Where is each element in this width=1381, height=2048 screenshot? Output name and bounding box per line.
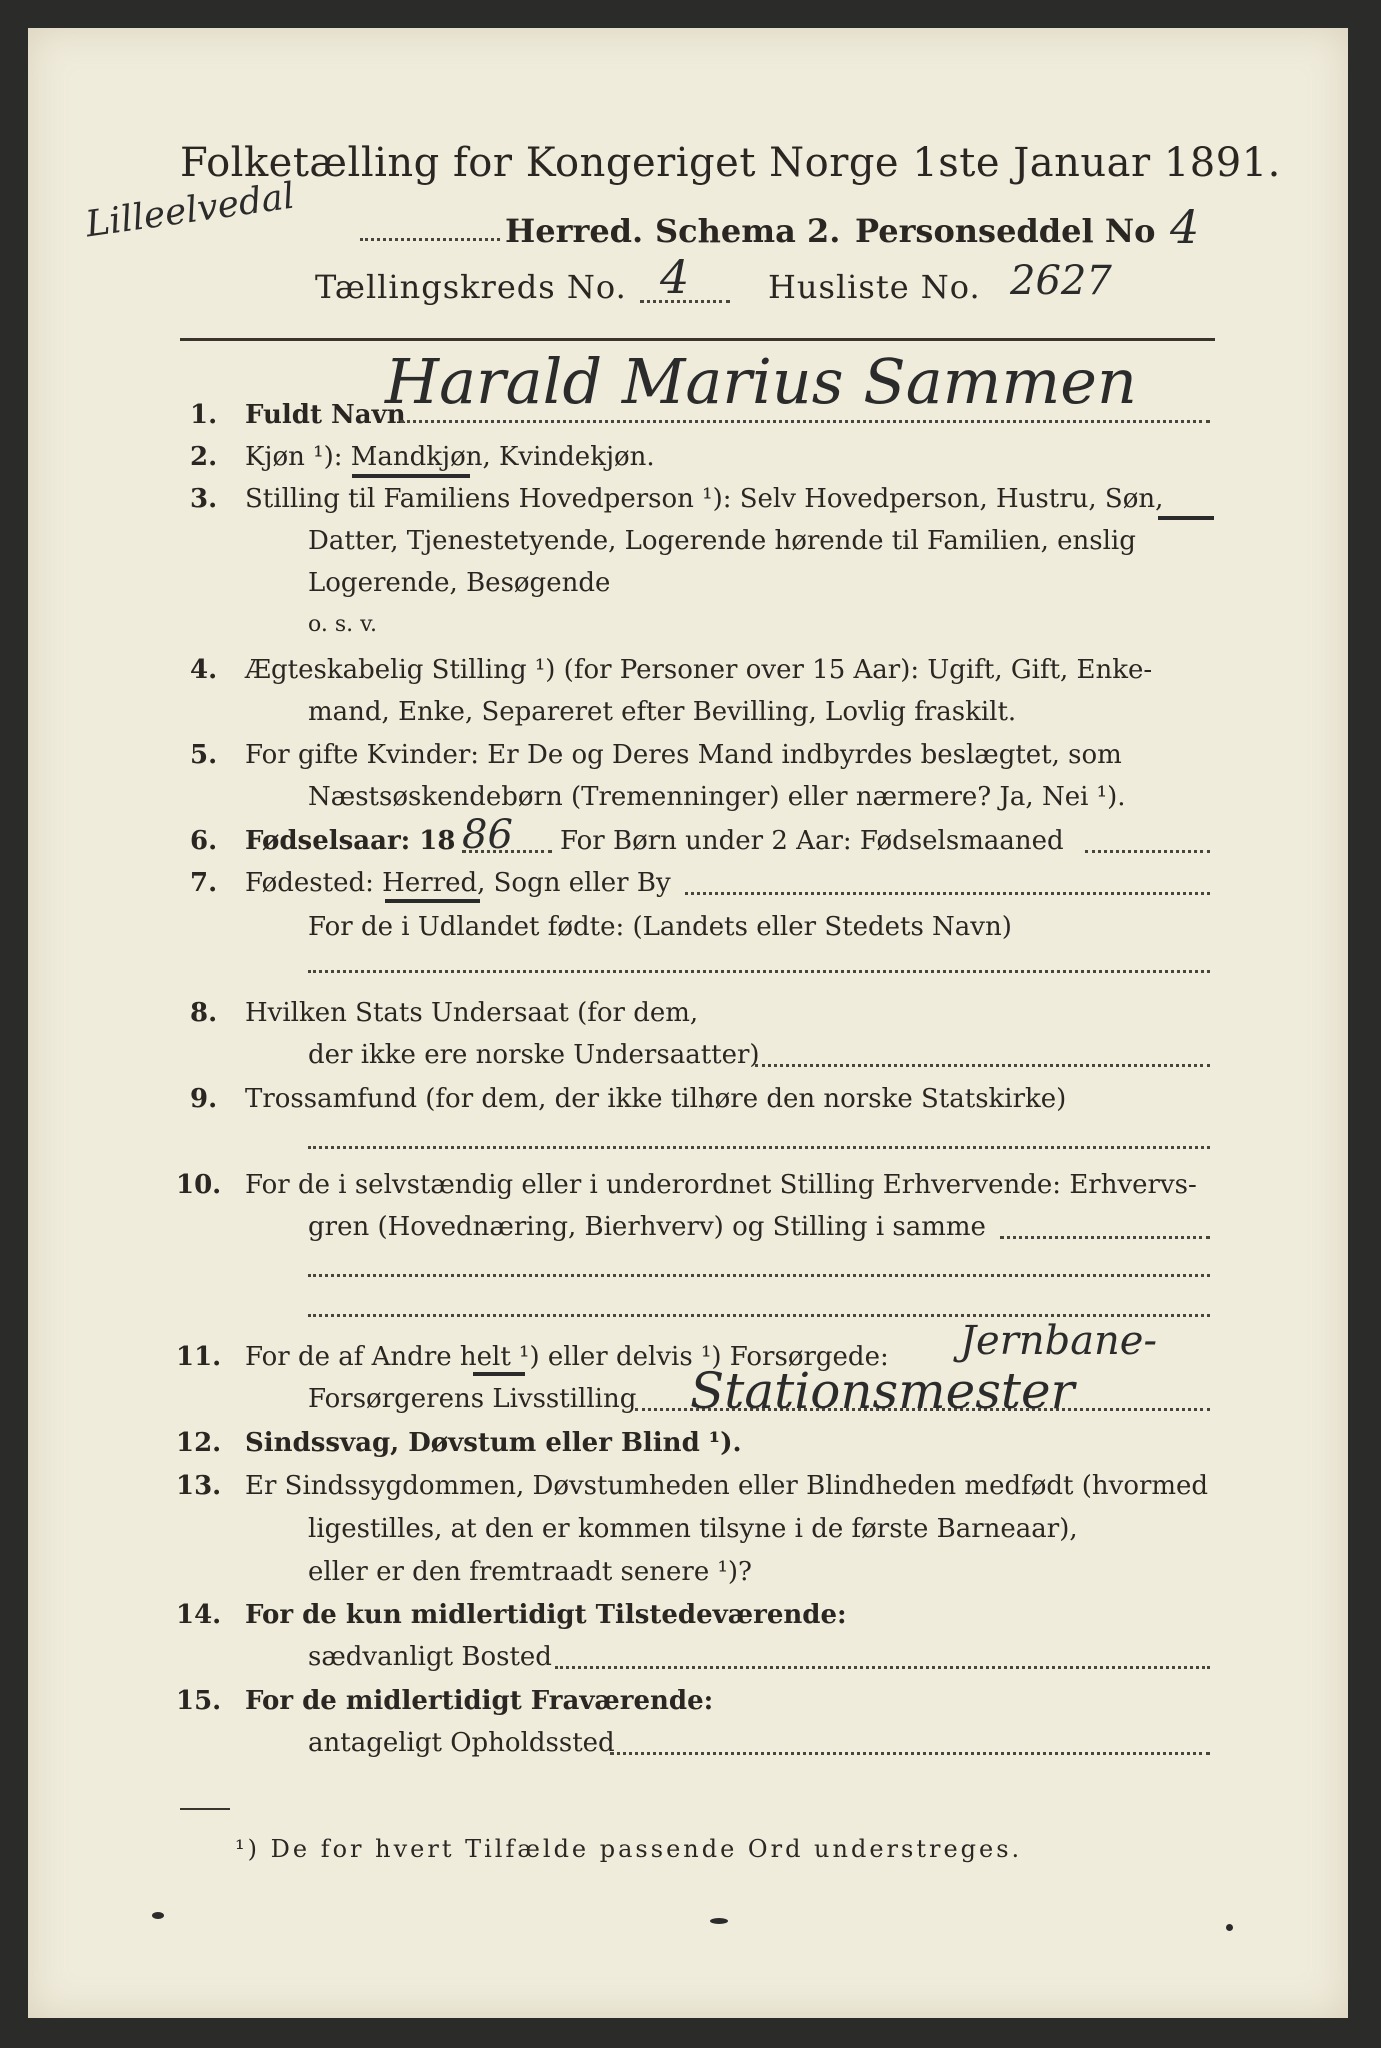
item-5-line-2: Næstsøskendebørn (Tremenninger) eller nærmere? Ja, Nei ¹). (308, 782, 1126, 812)
item-14-dotline (555, 1666, 1210, 1669)
item-13-number: 13. (176, 1471, 222, 1501)
item-9-text: Trossamfund (for dem, der ikke tilhøre den norske Statskirke) (245, 1084, 1067, 1114)
item-3-line-1: Stilling til Familiens Hovedperson ¹): Selv Hovedperson, Hustru, Søn, (245, 484, 1164, 514)
item-2-text: Kjøn ¹): Mandkjøn, Kvindekjøn. (245, 442, 655, 472)
item-5-line-1: For gifte Kvinder: Er De og Deres Mand indbyrdes beslægtet, som (245, 740, 1122, 770)
item-15-line-1: For de midlertidigt Fraværende: (245, 1686, 714, 1716)
item-10-dotline-2 (308, 1274, 1210, 1277)
item-8-number: 8. (190, 998, 218, 1028)
item-15-number: 15. (176, 1686, 222, 1716)
item-7-dotline-1 (685, 892, 1210, 895)
item-2-underline (352, 474, 470, 478)
item-6-label: Fødselsaar: 18 (245, 826, 456, 856)
kreds-handwriting: 4 (660, 250, 690, 304)
herred-label: Herred. (505, 212, 644, 250)
item-7-dotline-2 (308, 970, 1210, 973)
item-1-text: Fuldt Navn (245, 400, 406, 430)
item-15-line-2: antageligt Opholdssted (308, 1728, 615, 1758)
personseddel-handwriting: 4 (1170, 200, 1200, 254)
item-6-year-dotline (462, 850, 552, 853)
item-10-line-2: gren (Hovednæring, Bierhverv) og Stilling i samme (308, 1212, 986, 1242)
item-10-line-1: For de i selvstændig eller i underordnet Stilling Erhvervende: Erhvervs- (245, 1170, 1197, 1200)
item-4-number: 4. (190, 655, 218, 685)
ink-speck (1226, 1924, 1233, 1931)
item-3-line-3: Logerende, Besøgende (308, 568, 611, 598)
item-4-line-1: Ægteskabelig Stilling ¹) (for Personer over 15 Aar): Ugift, Gift, Enke- (245, 655, 1153, 685)
herred-handwriting: Lilleelvedal (83, 175, 298, 246)
schema-label: Schema 2. (655, 212, 841, 250)
item-11-handwriting-2: Stationsmester (690, 1362, 1075, 1420)
header-divider (180, 338, 1215, 341)
footnote-divider (180, 1808, 230, 1810)
item-7-underline (385, 899, 480, 903)
item-6-text-2: For Børn under 2 Aar: Fødselsmaaned (560, 826, 1064, 856)
item-12-number: 12. (176, 1428, 222, 1458)
item-8-line-2: der ikke ere norske Undersaatter) (308, 1040, 760, 1070)
item-9-dotline (308, 1146, 1210, 1149)
item-3-underline (1158, 516, 1214, 520)
item-14-line-2: sædvanligt Bosted (308, 1642, 552, 1672)
item-8-line-1: Hvilken Stats Undersaat (for dem, (245, 998, 699, 1028)
item-6-handwriting: 86 (462, 812, 513, 858)
item-13-line-3: eller er den fremtraadt senere ¹)? (308, 1557, 752, 1587)
husliste-handwriting: 2627 (1010, 258, 1112, 304)
item-11-underline (473, 1372, 525, 1376)
footnote-text: ¹) De for hvert Tilfælde passende Ord understreges. (235, 1835, 1023, 1863)
item-1-number: 1. (190, 400, 218, 430)
item-7-line-2: For de i Udlandet fødte: (Landets eller Stedets Navn) (308, 912, 1012, 942)
item-11-handwriting-1: Jernbane- (960, 1318, 1157, 1364)
item-6-number: 6. (190, 826, 218, 856)
item-3-number: 3. (190, 484, 218, 514)
item-10-dotline-3 (308, 1314, 1210, 1317)
item-12-text: Sindssvag, Døvstum eller Blind ¹). (245, 1428, 742, 1458)
ink-speck (710, 1918, 728, 1924)
item-13-line-1: Er Sindssygdommen, Døvstumheden eller Blindheden medfødt (hvormed (245, 1471, 1209, 1501)
item-2-number: 2. (190, 442, 218, 472)
item-14-number: 14. (176, 1600, 222, 1630)
item-10-dotline-1 (1000, 1236, 1210, 1239)
item-3-line-4: o. s. v. (308, 612, 377, 637)
item-10-number: 10. (176, 1170, 222, 1200)
item-11-line-2: Forsørgerens Livsstilling (308, 1384, 637, 1414)
item-11-number: 11. (176, 1342, 222, 1372)
item-13-line-2: ligestilles, at den er kommen tilsyne i de første Barneaar), (308, 1514, 1078, 1544)
item-8-dotline (755, 1064, 1210, 1067)
item-14-line-1: For de kun midlertidigt Tilstedeværende: (245, 1600, 847, 1630)
item-5-number: 5. (190, 740, 218, 770)
item-7-line-1: Fødested: Herred, Sogn eller By (245, 868, 671, 898)
item-3-line-2: Datter, Tjenestetyende, Logerende hørende til Familien, enslig (308, 526, 1136, 556)
kreds-label: Tællingskreds No. (315, 268, 627, 306)
husliste-label: Husliste No. (768, 268, 981, 306)
item-4-line-2: mand, Enke, Separeret efter Bevilling, Lovlig fraskilt. (308, 697, 1017, 727)
item-7-number: 7. (190, 868, 218, 898)
item-15-dotline (610, 1752, 1210, 1755)
personseddel-label: Personseddel No (855, 212, 1156, 250)
item-9-number: 9. (190, 1084, 218, 1114)
item-11-line-1: For de af Andre helt ¹) eller delvis ¹) Forsørgede: (245, 1342, 889, 1372)
item-6-dotline (1085, 850, 1210, 853)
ink-speck (152, 1912, 164, 1919)
item-1-dotline (400, 420, 1210, 423)
herred-dotline (360, 238, 500, 241)
item-1-handwriting: Harald Marius Sammen (385, 345, 1137, 418)
form-title: Folketælling for Kongeriget Norge 1ste Januar 1891. (180, 140, 1281, 186)
